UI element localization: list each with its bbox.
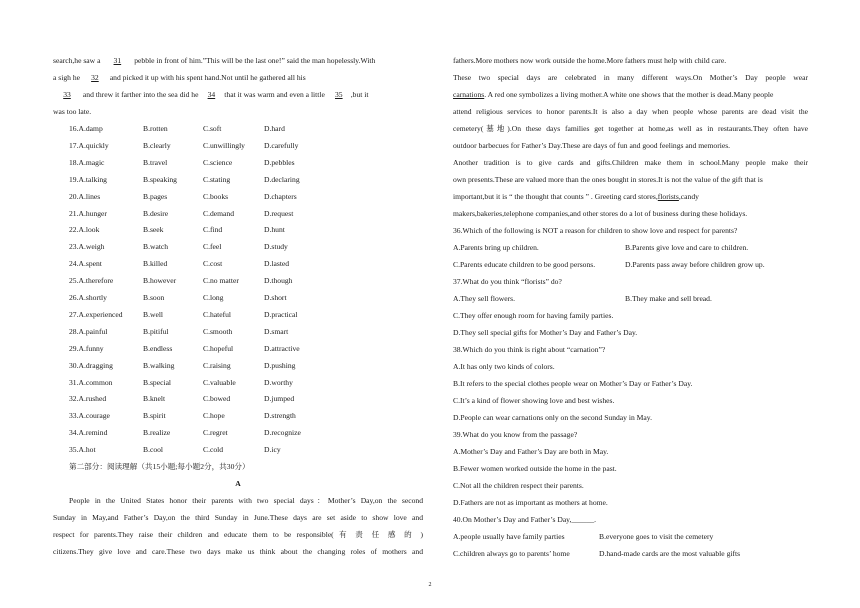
cloze-line-4: was too late. xyxy=(53,107,92,116)
option-a[interactable]: 34.A.remind xyxy=(69,428,108,438)
option-a[interactable]: 18.A.magic xyxy=(69,157,105,167)
option[interactable]: B.They make and sell bread. xyxy=(625,294,712,303)
option[interactable]: A.It has only two kinds of colors. xyxy=(453,362,555,371)
text: ,but it xyxy=(350,90,369,99)
option-a[interactable]: 16.A.damp xyxy=(69,124,103,133)
option-row xyxy=(69,226,344,234)
option-b[interactable]: B.pages xyxy=(143,191,168,201)
cloze-line-1 xyxy=(53,57,375,65)
option[interactable]: C.children always go to parents’ home xyxy=(453,549,570,558)
option-row xyxy=(69,277,344,285)
passage-line: outdoor barbecues for Father’s Day.These are days of fun and good feelings and memories. xyxy=(453,141,731,150)
option-a[interactable]: 30.A.dragging xyxy=(69,360,113,370)
option-c[interactable]: C.valuable xyxy=(203,377,236,387)
carnations-word: carnations xyxy=(453,90,485,99)
passage-line: attend religious services to honor parents.It is also a day when people whose parents are dead visit the xyxy=(453,107,808,116)
option-d[interactable]: D.practical xyxy=(264,309,298,319)
option[interactable]: B.It refers to the special clothes people wear on Mother’s Day or Father’s Day. xyxy=(453,379,693,388)
section-heading: 第二部分：阅读理解（共15小题;每小题2分，共30分） xyxy=(69,462,250,471)
blank-31: 31 xyxy=(113,56,122,65)
option-c[interactable]: C.regret xyxy=(203,428,228,438)
florists-word: florists xyxy=(657,192,679,201)
option-d[interactable]: D.worthy xyxy=(264,377,293,387)
option-c[interactable]: C.cost xyxy=(203,259,223,269)
option-row xyxy=(69,260,344,268)
option-row xyxy=(69,412,344,420)
option-d[interactable]: D.recognize xyxy=(264,428,301,438)
option-c[interactable]: C.books xyxy=(203,191,229,201)
option-a[interactable]: 35.A.hot xyxy=(69,445,96,455)
passage-line: Another tradition is to give cards and gifts.Children make them in school.Many people make their xyxy=(453,158,808,167)
option-row xyxy=(69,345,344,353)
option-row xyxy=(69,446,344,454)
option-d[interactable]: D.study xyxy=(264,242,288,252)
option-a[interactable]: 21.A.hunger xyxy=(69,208,107,218)
option-c[interactable]: C.find xyxy=(203,225,223,235)
option-row xyxy=(69,159,344,167)
option-b[interactable]: B.desire xyxy=(143,208,169,218)
option[interactable]: C.It’s a kind of flower showing love and best wishes. xyxy=(453,396,615,405)
option-d[interactable]: D.jumped xyxy=(264,394,295,404)
question-39: 39.What do you know from the passage? xyxy=(453,430,578,439)
option[interactable]: D.They sell special gifts for Mother’s Day and Father’s Day. xyxy=(453,328,638,337)
passage-line: respect for parents.They raise their children and educate them to be responsible( 有 责 任 感 的 ) xyxy=(53,530,423,539)
option-c[interactable]: C.feel xyxy=(203,242,222,252)
option-row xyxy=(69,243,344,251)
option-a[interactable]: 33.A.courage xyxy=(69,411,110,421)
option-row xyxy=(69,210,344,218)
option[interactable]: A.They sell flowers. xyxy=(453,294,515,303)
option-a[interactable]: 22.A.look xyxy=(69,225,100,235)
option-row xyxy=(69,311,344,319)
option-row xyxy=(69,395,344,403)
option-c[interactable]: C.science xyxy=(203,157,233,167)
passage-line: makers,bakeries,telephone companies,and other stores do a lot of business during these holidays. xyxy=(453,209,748,218)
option-c[interactable]: C.smooth xyxy=(203,326,233,336)
option-a[interactable]: 19.A.talking xyxy=(69,174,107,184)
cloze-line-2 xyxy=(53,74,306,82)
text: These two special days are celebrated in many different ways.On Mother’s Day people wear xyxy=(453,73,808,82)
text: . A red one symbolizes a living mother.A white one shows that the mother is dead.Many people xyxy=(484,90,774,99)
question-36: 36.Which of the following is NOT a reason for children to show love and respect for parents? xyxy=(453,226,738,235)
option[interactable]: A.Parents bring up children. xyxy=(453,243,539,252)
text: a sigh he xyxy=(53,73,80,82)
option-d[interactable]: D.declaring xyxy=(264,174,300,184)
option-row xyxy=(69,142,344,150)
option-c[interactable]: C.no matter xyxy=(203,276,239,286)
option-row xyxy=(69,328,344,336)
text: that it was warm and even a little xyxy=(224,90,325,99)
option-d[interactable]: D.carefully xyxy=(264,140,299,150)
option-b[interactable]: B.pitiful xyxy=(143,326,169,336)
option-a[interactable]: 28.A.painful xyxy=(69,326,108,336)
option-c[interactable]: C.demand xyxy=(203,208,235,218)
option-c[interactable]: C.hope xyxy=(203,411,225,421)
question-40: 40.On Mother’s Day and Father’s Day,______. xyxy=(453,515,597,524)
text: and picked it up with his spent hand.Not until he gathered all his xyxy=(109,73,306,82)
option-d[interactable]: D.hard xyxy=(264,124,285,133)
option-d[interactable]: D.lasted xyxy=(264,259,290,269)
option-d[interactable]: D.attractive xyxy=(264,343,300,353)
option-c[interactable]: C.hateful xyxy=(203,309,232,319)
option[interactable]: A.people usually have family parties xyxy=(453,532,565,541)
option-b[interactable]: B.spirit xyxy=(143,411,166,421)
option-d[interactable]: D.pushing xyxy=(264,360,296,370)
passage-label: A xyxy=(235,479,241,488)
text: search,he saw a xyxy=(53,56,101,65)
option[interactable]: B.Parents give love and care to children. xyxy=(625,243,749,252)
passage-line: fathers.More mothers now work outside the home.More fathers must help with child care. xyxy=(453,56,727,65)
passage-line xyxy=(453,193,699,201)
passage-line xyxy=(453,74,808,82)
passage-line: citizens.They give love and care.These two days make us think about the changing roles of mothers and xyxy=(53,547,423,556)
option[interactable]: D.hand-made cards are the most valuable gifts xyxy=(599,549,741,558)
option-b[interactable]: B.well xyxy=(143,309,164,319)
option-b[interactable]: B.killed xyxy=(143,259,168,269)
option-row xyxy=(69,362,344,370)
option-a[interactable]: 29.A.funny xyxy=(69,343,104,353)
option-b[interactable]: B.cool xyxy=(143,445,164,455)
option-d[interactable]: D.though xyxy=(264,276,293,286)
blank-32: 32 xyxy=(91,73,99,82)
blank-34: 34 xyxy=(207,90,216,99)
option[interactable]: C.Parents educate children to be good persons. xyxy=(453,260,596,269)
option-a[interactable]: 24.A.spent xyxy=(69,259,102,269)
option[interactable]: D.Fathers are not as important as mothers at home. xyxy=(453,498,608,507)
option-c[interactable]: C.stating xyxy=(203,174,231,184)
option-c[interactable]: C.long xyxy=(203,293,224,302)
option-b[interactable]: B.walking xyxy=(143,360,175,370)
option-row xyxy=(69,176,344,184)
option-a[interactable]: 20.A.lines xyxy=(69,191,101,201)
option-d[interactable]: D.smart xyxy=(264,326,289,336)
blank-33: 33 xyxy=(63,90,71,99)
option-a[interactable]: 25.A.therefore xyxy=(69,276,114,286)
option-a[interactable]: 17.A.quickly xyxy=(69,140,109,150)
option-a[interactable]: 26.A.shortly xyxy=(69,293,107,302)
option-c[interactable]: C.hopeful xyxy=(203,343,234,353)
question-38: 38.Which do you think is right about “carnation”? xyxy=(453,345,606,354)
option-d[interactable]: D.pebbles xyxy=(264,157,295,167)
option-b[interactable]: B.realize xyxy=(143,428,171,438)
option-b[interactable]: B.rotten xyxy=(143,124,168,133)
passage-line xyxy=(453,91,773,99)
cloze-line-3 xyxy=(53,91,369,99)
option-d[interactable]: D.icy xyxy=(264,445,281,455)
option-a[interactable]: 32.A.rushed xyxy=(69,394,107,404)
option-d[interactable]: D.hunt xyxy=(264,225,285,235)
option-b[interactable]: B.speaking xyxy=(143,174,177,184)
option-b[interactable]: B.special xyxy=(143,377,172,387)
option[interactable]: B.everyone goes to visit the cemetery xyxy=(599,532,714,541)
passage-line: cemetery(墓地).On these days families get together at home,as well as in restaurants.They often have xyxy=(453,124,808,133)
blank-35: 35 xyxy=(334,90,343,99)
passage-line: own presents.These are valued more than the ones bought in stores.It is not the value of the gift that is xyxy=(453,175,763,184)
option-row xyxy=(69,379,344,387)
text: and threw it farther into the sea did he xyxy=(82,90,199,99)
option-a[interactable]: 27.A.experienced xyxy=(69,309,123,319)
option-b[interactable]: B.watch xyxy=(143,242,169,252)
option-row xyxy=(69,294,344,302)
question-37: 37.What do you think “florists” do? xyxy=(453,277,562,286)
option-b[interactable]: B.endless xyxy=(143,343,173,353)
option-c[interactable]: C.raising xyxy=(203,360,231,370)
option-b[interactable]: B.knelt xyxy=(143,394,166,404)
text: important,but it is “ the thought that counts ” . Greeting card stores, xyxy=(453,192,658,201)
option[interactable]: B.Fewer women worked outside the home in the past. xyxy=(453,464,617,473)
option-d[interactable]: D.request xyxy=(264,208,294,218)
option-c[interactable]: C.unwillingly xyxy=(203,140,245,150)
option-b[interactable]: B.soon xyxy=(143,293,165,302)
option-a[interactable]: 23.A.weigh xyxy=(69,242,105,252)
option-b[interactable]: B.clearly xyxy=(143,140,171,150)
option[interactable]: A.Mother’s Day and Father’s Day are both in May. xyxy=(453,447,609,456)
option-c[interactable]: C.soft xyxy=(203,124,222,133)
option-d[interactable]: D.chapters xyxy=(264,191,297,201)
option-c[interactable]: C.bowed xyxy=(203,394,231,404)
option-row xyxy=(69,125,344,133)
option-d[interactable]: D.short xyxy=(264,293,287,302)
passage-line: People in the United States honor their parents with two special days：Mother’s Day,on the second xyxy=(69,496,423,505)
option-d[interactable]: D.strength xyxy=(264,411,296,421)
option[interactable]: C.Not all the children respect their parents. xyxy=(453,481,584,490)
option-row xyxy=(69,429,344,437)
option-b[interactable]: B.travel xyxy=(143,157,168,167)
text: pebble in front of him.”This will be the last one!” said the man hopelessly.With xyxy=(134,56,376,65)
option-row xyxy=(69,193,344,201)
option-b[interactable]: B.however xyxy=(143,276,177,286)
page-number: 2 xyxy=(428,582,432,588)
option[interactable]: D.People can wear carnations only on the second Sunday in May. xyxy=(453,413,653,422)
option[interactable]: D.Parents pass away before children grow up. xyxy=(625,260,765,269)
text: ,candy xyxy=(678,192,699,201)
passage-line: Sunday in May,and Father’s Day,on the third Sunday in June.These days are set aside to show love and xyxy=(53,513,423,522)
option[interactable]: C.They offer enough room for having family parties. xyxy=(453,311,614,320)
option-c[interactable]: C.cold xyxy=(203,445,224,455)
option-b[interactable]: B.seek xyxy=(143,225,164,235)
option-a[interactable]: 31.A.common xyxy=(69,377,113,387)
